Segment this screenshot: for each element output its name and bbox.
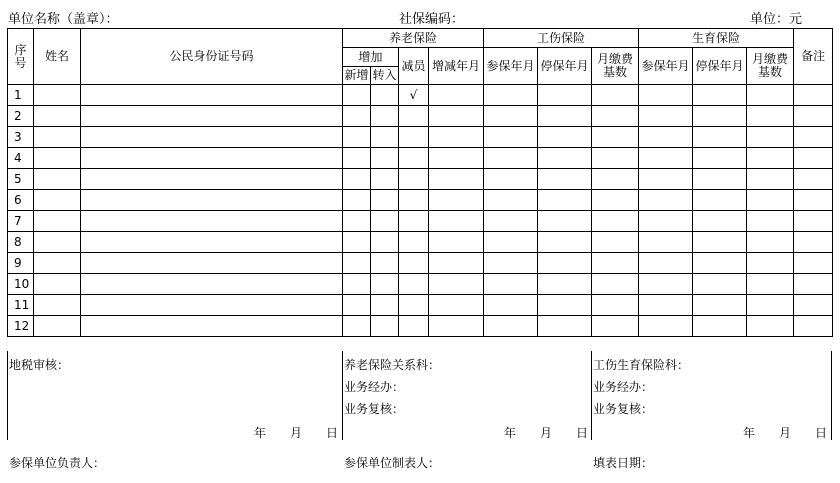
table-cell[interactable] (81, 211, 343, 232)
table-cell[interactable] (429, 232, 484, 253)
table-cell[interactable] (747, 148, 794, 169)
row-index: 3 (8, 127, 34, 148)
table-cell[interactable] (371, 211, 399, 232)
table-cell[interactable] (538, 253, 592, 274)
row-index: 4 (8, 148, 34, 169)
table-cell[interactable] (538, 274, 592, 295)
table-cell[interactable] (693, 232, 747, 253)
table-row (8, 295, 833, 316)
table-row (8, 85, 833, 106)
row-index: 9 (8, 253, 34, 274)
table-cell[interactable] (538, 211, 592, 232)
table-cell[interactable] (399, 169, 429, 190)
maternity-group-header: 生育保险 (639, 29, 794, 48)
pension-handler-label: 业务经办： (344, 380, 405, 394)
pension-group-header: 养老保险 (343, 29, 484, 48)
table-cell[interactable] (34, 169, 81, 190)
decrease-header: 减员 (399, 48, 429, 85)
table-cell[interactable] (429, 295, 484, 316)
row-index: 5 (8, 169, 34, 190)
table-cell[interactable] (34, 127, 81, 148)
table-cell[interactable] (693, 253, 747, 274)
table-cell[interactable] (429, 127, 484, 148)
table-cell[interactable] (399, 190, 429, 211)
maternity-stop-header: 停保年月 (693, 48, 747, 85)
transfer-header: 转入 (371, 67, 399, 85)
table-cell[interactable] (399, 253, 429, 274)
table-cell[interactable] (639, 127, 693, 148)
decrease-check-mark[interactable]: √ (399, 85, 429, 106)
tax-review-label: 地税审核： (9, 358, 70, 372)
table-cell[interactable] (747, 106, 794, 127)
table-cell[interactable] (81, 316, 343, 337)
table-cell[interactable] (538, 295, 592, 316)
table-cell[interactable] (794, 211, 833, 232)
table-cell[interactable] (343, 211, 371, 232)
table-cell[interactable] (399, 316, 429, 337)
table-row (8, 190, 833, 211)
table-cell[interactable] (693, 211, 747, 232)
table-cell[interactable] (343, 232, 371, 253)
table-cell[interactable] (371, 190, 399, 211)
pension-date-day: 日 (576, 426, 589, 440)
table-cell[interactable] (639, 211, 693, 232)
footer-left-border (7, 351, 8, 440)
table-cell[interactable] (371, 295, 399, 316)
table-cell[interactable] (371, 148, 399, 169)
table-cell[interactable] (747, 169, 794, 190)
table-cell[interactable] (693, 169, 747, 190)
table-cell[interactable] (639, 85, 693, 106)
table-cell[interactable] (399, 295, 429, 316)
table-cell[interactable] (592, 274, 639, 295)
table-cell[interactable] (343, 169, 371, 190)
tax-date-year: 年 (254, 426, 267, 440)
table-cell[interactable] (794, 85, 833, 106)
table-cell[interactable] (639, 169, 693, 190)
table-row (8, 106, 833, 127)
col-name-header: 姓名 (34, 29, 81, 85)
table-cell[interactable] (81, 253, 343, 274)
table-cell[interactable] (693, 295, 747, 316)
table-cell[interactable] (794, 274, 833, 295)
table-cell[interactable] (693, 106, 747, 127)
injury-group-header: 工伤保险 (484, 29, 639, 48)
table-cell[interactable] (592, 85, 639, 106)
table-cell[interactable] (693, 316, 747, 337)
table-cell[interactable] (747, 316, 794, 337)
footer-divider-2 (591, 351, 592, 440)
pension-date-year: 年 (504, 426, 517, 440)
table-cell[interactable] (343, 253, 371, 274)
table-cell[interactable] (747, 253, 794, 274)
table-cell[interactable] (484, 127, 538, 148)
table-cell[interactable] (693, 148, 747, 169)
injury-reviewer-label: 业务复核： (593, 402, 654, 416)
table-cell[interactable] (693, 274, 747, 295)
table-cell[interactable] (639, 295, 693, 316)
row-index: 2 (8, 106, 34, 127)
table-cell[interactable] (34, 253, 81, 274)
table-cell[interactable] (538, 316, 592, 337)
table-cell[interactable] (592, 190, 639, 211)
table-cell[interactable] (592, 316, 639, 337)
table-cell[interactable] (484, 169, 538, 190)
table-cell[interactable] (484, 148, 538, 169)
table-cell[interactable] (747, 274, 794, 295)
table-cell[interactable] (34, 148, 81, 169)
table-cell[interactable] (484, 190, 538, 211)
table-cell[interactable] (429, 316, 484, 337)
col-index-header: 序号 (8, 29, 34, 85)
preparer-label: 参保单位制表人： (344, 456, 441, 470)
change-month-header: 增减年月 (429, 48, 484, 85)
table-cell[interactable] (693, 85, 747, 106)
table-cell[interactable] (34, 106, 81, 127)
table-row (8, 253, 833, 274)
injury-date-year: 年 (743, 426, 756, 440)
table-cell[interactable] (747, 232, 794, 253)
row-index: 1 (8, 85, 34, 106)
table-cell[interactable] (343, 295, 371, 316)
maternity-start-header: 参保年月 (639, 48, 693, 85)
table-cell[interactable] (747, 190, 794, 211)
table-cell[interactable] (538, 169, 592, 190)
table-cell[interactable] (371, 85, 399, 106)
new-header: 新增 (343, 67, 371, 85)
table-row (8, 211, 833, 232)
table-cell[interactable] (429, 190, 484, 211)
footer-divider-1 (342, 351, 343, 440)
table-cell[interactable] (371, 127, 399, 148)
table-cell[interactable] (429, 274, 484, 295)
table-cell[interactable] (399, 127, 429, 148)
table-cell[interactable] (794, 253, 833, 274)
col-remark-header: 备注 (794, 29, 833, 85)
table-row (8, 316, 833, 337)
table-cell[interactable] (592, 127, 639, 148)
table-cell[interactable] (592, 295, 639, 316)
table-cell[interactable] (592, 106, 639, 127)
table-cell[interactable] (81, 148, 343, 169)
table-cell[interactable] (34, 211, 81, 232)
table-cell[interactable] (794, 148, 833, 169)
table-cell[interactable] (639, 253, 693, 274)
fill-date-label: 填表日期： (593, 456, 654, 470)
table-cell[interactable] (639, 316, 693, 337)
increase-header: 增加 (343, 48, 399, 67)
row-index: 12 (8, 316, 34, 337)
table-cell[interactable] (794, 316, 833, 337)
table-cell[interactable] (81, 274, 343, 295)
pension-dept-label: 养老保险关系科： (344, 358, 441, 372)
row-index: 8 (8, 232, 34, 253)
footer-right-border (831, 351, 832, 440)
table-cell[interactable] (484, 106, 538, 127)
table-cell[interactable] (371, 316, 399, 337)
tax-date-day: 日 (326, 426, 339, 440)
table-cell[interactable] (34, 316, 81, 337)
unit-label: 单位：元 (750, 12, 803, 27)
table-cell[interactable] (747, 295, 794, 316)
table-cell[interactable] (538, 232, 592, 253)
table-cell[interactable] (81, 85, 343, 106)
table-cell[interactable] (693, 127, 747, 148)
table-row (8, 148, 833, 169)
table-cell[interactable] (538, 106, 592, 127)
table-cell[interactable] (639, 274, 693, 295)
table-cell[interactable] (81, 295, 343, 316)
table-row (8, 169, 833, 190)
table-cell[interactable] (81, 127, 343, 148)
table-cell[interactable] (429, 169, 484, 190)
table-cell[interactable] (371, 169, 399, 190)
social-code-label: 社保编码： (399, 12, 465, 27)
registration-table (7, 28, 833, 337)
maternity-base-header: 月缴费基数 (747, 48, 794, 85)
injury-base-header: 月缴费基数 (592, 48, 639, 85)
table-cell[interactable] (429, 211, 484, 232)
table-cell[interactable] (429, 148, 484, 169)
row-index: 6 (8, 190, 34, 211)
table-cell[interactable] (794, 295, 833, 316)
table-cell[interactable] (343, 190, 371, 211)
table-cell[interactable] (484, 85, 538, 106)
table-cell[interactable] (794, 190, 833, 211)
table-cell[interactable] (538, 148, 592, 169)
table-cell[interactable] (34, 295, 81, 316)
table-cell[interactable] (794, 127, 833, 148)
table-cell[interactable] (343, 316, 371, 337)
table-cell[interactable] (639, 106, 693, 127)
table-cell[interactable] (592, 253, 639, 274)
table-cell[interactable] (81, 232, 343, 253)
table-cell[interactable] (794, 106, 833, 127)
table-cell[interactable] (794, 232, 833, 253)
table-cell[interactable] (81, 169, 343, 190)
table-cell[interactable] (639, 232, 693, 253)
table-cell[interactable] (399, 232, 429, 253)
table-cell[interactable] (429, 253, 484, 274)
table-row (8, 127, 833, 148)
table-cell[interactable] (81, 106, 343, 127)
table-cell[interactable] (399, 211, 429, 232)
table-cell[interactable] (794, 169, 833, 190)
table-cell[interactable] (34, 274, 81, 295)
unit-name-label: 单位名称（盖章）： (8, 12, 119, 27)
pension-date-month: 月 (540, 426, 553, 440)
table-cell[interactable] (371, 253, 399, 274)
table-cell[interactable] (592, 148, 639, 169)
injury-handler-label: 业务经办： (593, 380, 654, 394)
table-cell[interactable] (429, 85, 484, 106)
table-row (8, 232, 833, 253)
table-cell[interactable] (538, 85, 592, 106)
table-cell[interactable] (484, 316, 538, 337)
injury-start-header: 参保年月 (484, 48, 538, 85)
table-cell[interactable] (34, 190, 81, 211)
table-cell[interactable] (747, 211, 794, 232)
table-cell[interactable] (538, 127, 592, 148)
table-cell[interactable] (343, 127, 371, 148)
table-cell[interactable] (538, 190, 592, 211)
table-row (8, 274, 833, 295)
table-cell[interactable] (343, 148, 371, 169)
table-cell[interactable] (371, 232, 399, 253)
table-cell[interactable] (484, 274, 538, 295)
row-index: 11 (8, 295, 34, 316)
table-cell[interactable] (429, 106, 484, 127)
table-cell[interactable] (592, 211, 639, 232)
row-index: 10 (8, 274, 34, 295)
table-cell[interactable] (399, 148, 429, 169)
table-cell[interactable] (371, 274, 399, 295)
col-id-header: 公民身份证号码 (81, 29, 343, 85)
injury-date-day: 日 (815, 426, 828, 440)
table-cell[interactable] (639, 148, 693, 169)
table-cell[interactable] (484, 253, 538, 274)
table-cell[interactable] (81, 190, 343, 211)
table-cell[interactable] (639, 190, 693, 211)
table-cell[interactable] (592, 232, 639, 253)
table-cell[interactable] (343, 85, 371, 106)
table-cell[interactable] (343, 274, 371, 295)
table-cell[interactable] (747, 127, 794, 148)
table-cell[interactable] (343, 106, 371, 127)
tax-date-month: 月 (290, 426, 303, 440)
table-cell[interactable] (399, 274, 429, 295)
table-cell[interactable] (592, 169, 639, 190)
injury-date-month: 月 (779, 426, 792, 440)
row-index: 7 (8, 211, 34, 232)
table-cell[interactable] (484, 295, 538, 316)
pension-reviewer-label: 业务复核： (344, 402, 405, 416)
table-cell[interactable] (34, 232, 81, 253)
table-cell[interactable] (484, 211, 538, 232)
table-cell[interactable] (747, 85, 794, 106)
table-cell[interactable] (399, 106, 429, 127)
injury-stop-header: 停保年月 (538, 48, 592, 85)
table-cell[interactable] (34, 85, 81, 106)
table-cell[interactable] (371, 106, 399, 127)
injury-dept-label: 工伤生育保险科： (593, 358, 690, 372)
unit-leader-label: 参保单位负责人： (9, 456, 106, 470)
table-cell[interactable] (693, 190, 747, 211)
table-cell[interactable] (484, 232, 538, 253)
